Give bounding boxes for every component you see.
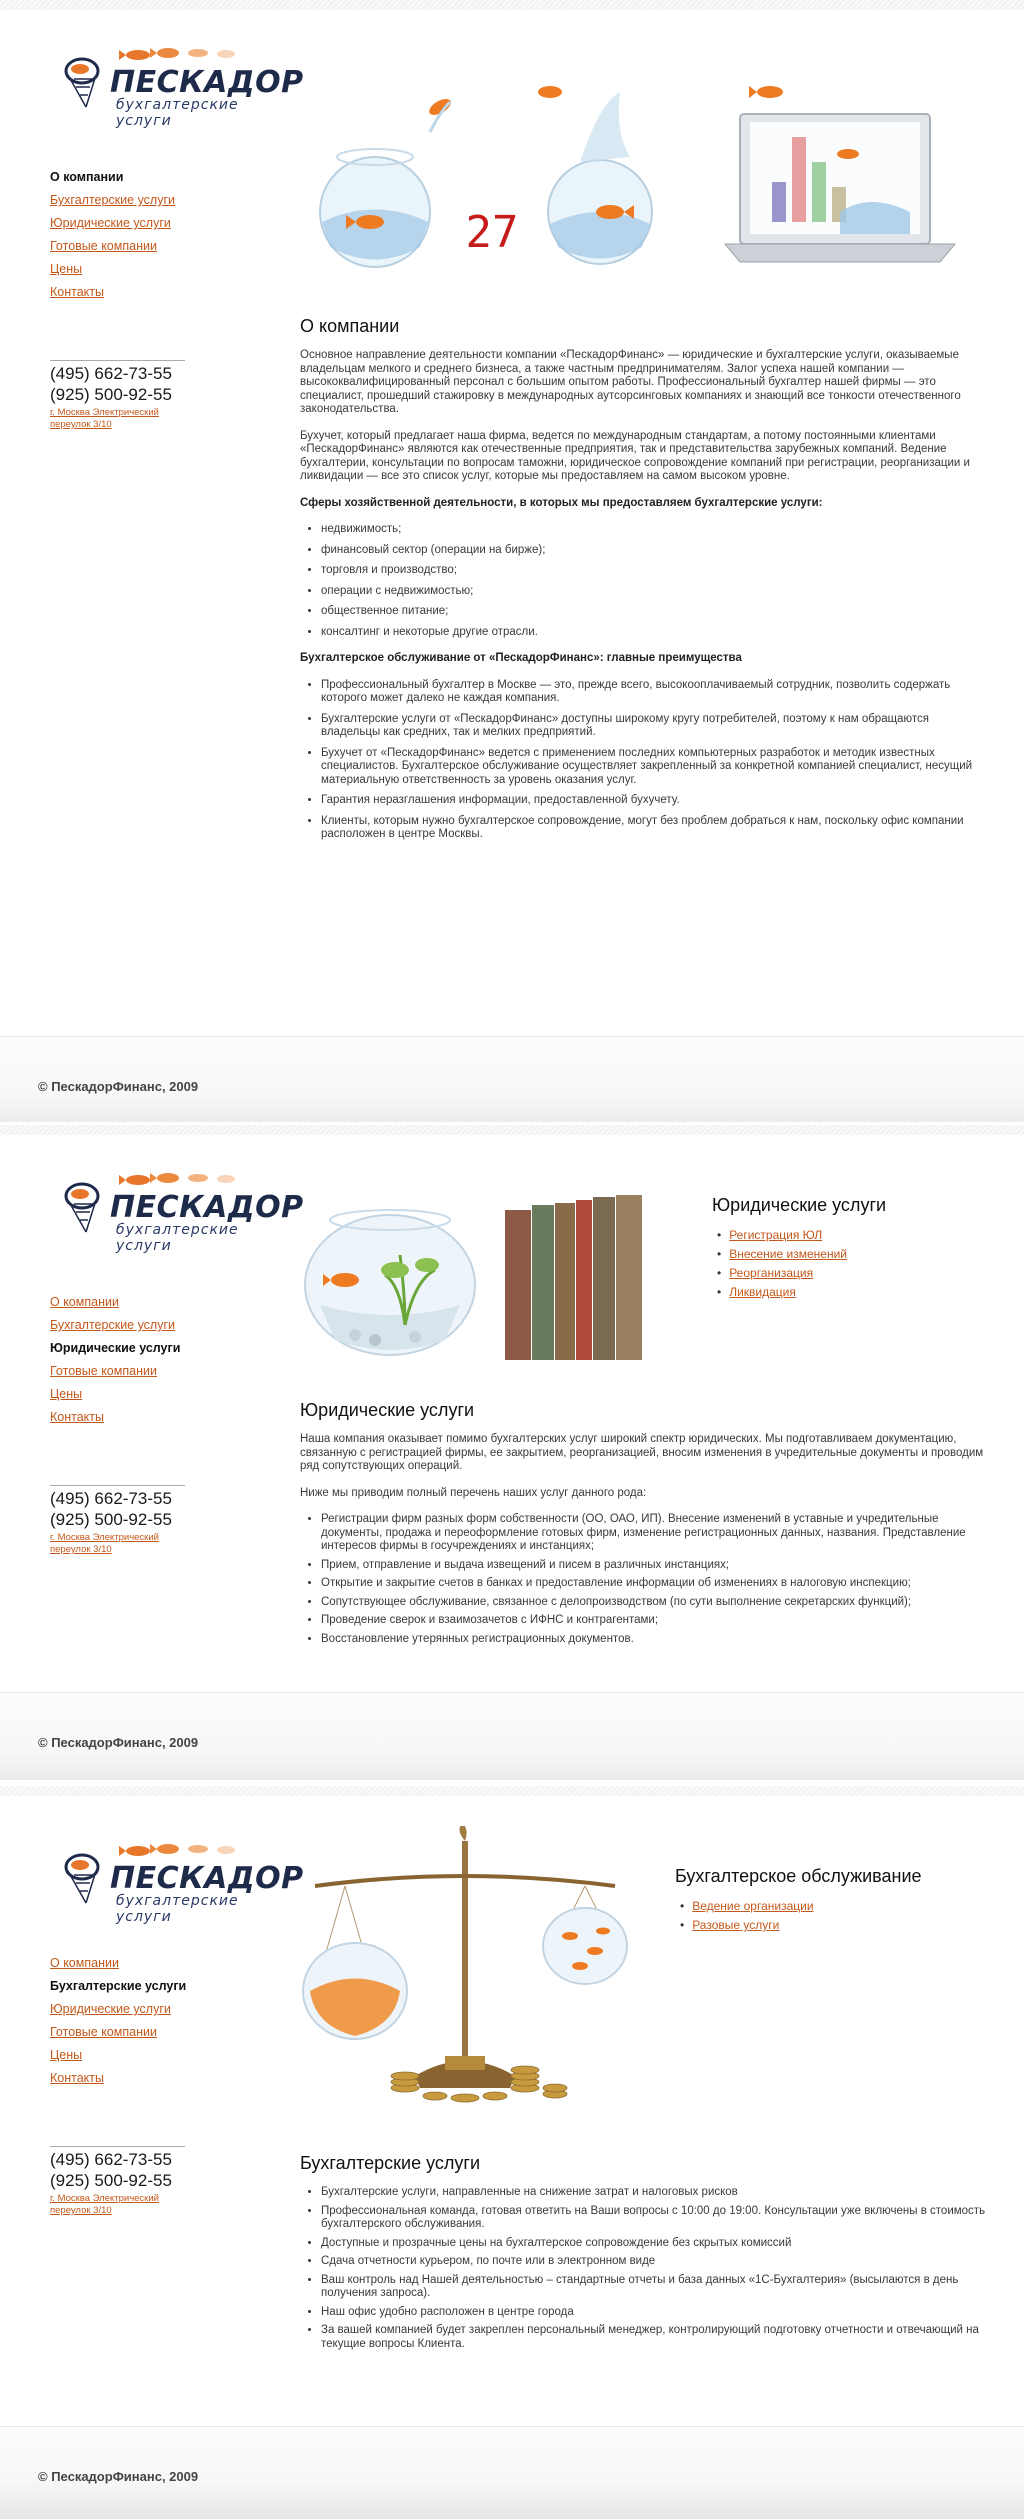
- list-item: • Открытие и закрытие счетов в банках и предоставление информации об изменениях в налоговую инспекцию;: [321, 1577, 990, 1591]
- section-nav-link[interactable]: Внесение изменений: [729, 1247, 847, 1261]
- contacts-block: [50, 1485, 185, 1556]
- clock-display: [458, 207, 526, 258]
- list-item: • торговля и производство;: [321, 564, 990, 578]
- nav-item-about[interactable]: [50, 1956, 186, 1979]
- address-line-2[interactable]: переулок 3/10: [50, 1544, 112, 1555]
- nav-item-prices[interactable]: [50, 1387, 180, 1410]
- copyright: © ПескадорФинанс, 2009: [38, 1735, 199, 1750]
- page-top-stripe: [0, 1786, 1024, 1796]
- list-item: • Прием, отправление и выдача извещений и писем в различных инстанциях;: [321, 1559, 990, 1573]
- nav-link[interactable]: Юридические услуги: [50, 216, 171, 230]
- address-line-2[interactable]: переулок 3/10: [50, 419, 112, 430]
- page-top-stripe: [0, 0, 1024, 10]
- hero-fishbowls-image: [280, 62, 960, 302]
- nav-item-ready-companies[interactable]: [50, 1364, 180, 1387]
- paragraph: Наша компания оказывает помимо бухгалтерских услуг широкий спектр юридических. Мы подготавливаем документацию, связанную с регистрацией фирмы, ее закрытием, реорганизацией, вносим изменения в учредительные документы и проводим ряд сопутствующих операций.: [300, 1433, 984, 1472]
- activity-list: [321, 523, 990, 639]
- section-nav-link[interactable]: Реорганизация: [729, 1266, 814, 1280]
- list-item: • Клиенты, которым нужно бухгалтерское сопровождение, могут без проблем добраться к нам, поскольку офис компании расположен в центре Москвы.: [321, 815, 990, 842]
- nav-link[interactable]: Готовые компании: [50, 2025, 157, 2039]
- screen-about: [0, 0, 1024, 1122]
- section-nav-item[interactable]: [717, 1266, 847, 1285]
- legal-services-list: [321, 1513, 990, 1646]
- section-nav-item[interactable]: [680, 1918, 814, 1937]
- address-line-1[interactable]: г. Москва Электрический: [50, 1532, 159, 1543]
- accounting-services-list: [321, 2186, 990, 2351]
- list-item: • Бухучет от «ПескадорФинанс» ведется с применением последних компьютерных разработок и методик известных специалистов. Бухгалтерское обслуживание осуществляет закрепленный за конкретной компанией специалист, несущий материальную ответственность за уровень оказания услуг.: [321, 747, 990, 788]
- logo-subtitle: бухгалтерские услуги: [116, 97, 239, 129]
- nav-link[interactable]: Готовые компании: [50, 1364, 157, 1378]
- section-nav: [717, 1228, 847, 1304]
- section-nav-link[interactable]: Регистрация ЮЛ: [729, 1228, 823, 1242]
- logo[interactable]: [58, 45, 304, 129]
- address-line-1[interactable]: г. Москва Электрический: [50, 2193, 159, 2204]
- list-item: • Гарантия неразглашения информации, предоставленной бухучету.: [321, 794, 990, 808]
- main-nav: [50, 170, 175, 308]
- nav-label[interactable]: Бухгалтерские услуги: [50, 1979, 187, 1993]
- nav-link[interactable]: Контакты: [50, 1410, 104, 1424]
- nav-item-prices[interactable]: [50, 2048, 186, 2071]
- list-item: • Бухгалтерские услуги, направленные на снижение затрат и налоговых рисков: [321, 2186, 990, 2200]
- page-title: О компании: [300, 316, 400, 336]
- address-link[interactable]: [50, 2193, 185, 2217]
- list-item: • Регистрации фирм разных форм собственности (ОО, ОАО, ИП). Внесение изменений в уставные и учредительные документы, продажа и переоформление готовых фирм, изменение регистрационных данных, названия. Представление интересов фирмы в госучреждениях и инстанциях;: [321, 1513, 990, 1554]
- logo-title: ПЕСКАДОР: [110, 65, 304, 100]
- nav-item-legal[interactable]: [50, 2002, 186, 2025]
- nav-link[interactable]: Цены: [50, 262, 83, 276]
- logo[interactable]: [58, 1841, 304, 1925]
- logo[interactable]: [58, 1170, 304, 1254]
- paragraph: Основное направление деятельности компании «ПескадорФинанс» — юридические и бухгалтерские услуги, оказываемые владельцам мелкого и среднего бизнеса, а также частным предпринимателям. Залог успеха нашей компании — высококвалифицированный персонал с большим опытом работы. Профессиональный бухгалтер нашей фирмы — это специалист, прошедший стажировку в международных аутсорсинговых компаниях и знающий все тонкости отечественного законодательства.: [300, 349, 961, 415]
- nav-item-legal[interactable]: [50, 216, 175, 239]
- nav-item-contacts[interactable]: [50, 2071, 186, 2094]
- logo-title: ПЕСКАДОР: [110, 1190, 304, 1225]
- section-nav-title: Юридические услуги: [712, 1195, 887, 1215]
- section-heading: Бухгалтерское обслуживание от «ПескадорФинанс»: главные преимущества: [300, 652, 742, 664]
- list-item: • Проведение сверок и взаимозачетов с ИФНС и контрагентами;: [321, 1614, 990, 1628]
- section-heading: Сферы хозяйственной деятельности, в которых мы предоставляем бухгалтерские услуги:: [300, 496, 823, 509]
- list-item: • Наш офис удобно расположен в центре города: [321, 2306, 990, 2320]
- section-nav-link[interactable]: Ликвидация: [729, 1285, 796, 1299]
- nav-link[interactable]: О компании: [50, 1956, 119, 1970]
- address-link[interactable]: [50, 1532, 185, 1556]
- list-item: • За вашей компанией будет закреплен персональный менеджер, контролирующий подготовку отчетности и отвечающий на текущие вопросы Клиента.: [321, 2324, 990, 2351]
- logo-subtitle: бухгалтерские услуги: [116, 1222, 239, 1254]
- list-item: • Профессиональный бухгалтер в Москве — это, прежде всего, высокооплачиваемый сотрудник, позволить содержать которого может далеко не каждая компания.: [321, 679, 990, 706]
- main-content: [300, 1400, 990, 1659]
- copyright: © ПескадорФинанс, 2009: [38, 1079, 199, 1094]
- section-nav: [680, 1899, 814, 1937]
- nav-link[interactable]: О компании: [50, 1295, 119, 1309]
- screen-accounting: [0, 1786, 1024, 2519]
- advantages-list: [321, 679, 990, 842]
- main-content: [300, 316, 990, 855]
- copyright: © ПескадорФинанс, 2009: [38, 2469, 199, 2484]
- paragraph: Бухучет, который предлагает наша фирма, ведется по международным стандартам, а потому постоянными клиентами «ПескадорФинанс» являются как отечественные предприятия, так и представительства зарубежных компаний. Ведение бухгалтерии, консультации по вопросам таможни, юридическое сопровождение компаний при регистрации, реорганизации и ликвидации — все это список услуг, которые мы предоставляем на самом высоком уровне.: [300, 429, 970, 482]
- list-item: • консалтинг и некоторые другие отрасли.: [321, 626, 990, 640]
- list-item: • Профессиональная команда, готовая ответить на Ваши вопросы с 10:00 до 19:00. Консультации уже включены в стоимость бухгалтерского обслуживания.: [321, 2205, 990, 2232]
- clock-digits: 27: [465, 207, 519, 258]
- list-item: • общественное питание;: [321, 605, 990, 619]
- nav-link[interactable]: Цены: [50, 2048, 83, 2062]
- page-top-stripe: [0, 1125, 1024, 1135]
- nav-item-ready-companies[interactable]: [50, 239, 175, 262]
- phone-2: (925) 500-92-55: [50, 1510, 172, 1529]
- page-title: Бухгалтерские услуги: [300, 2153, 481, 2173]
- logo-subtitle: бухгалтерские услуги: [116, 1893, 239, 1925]
- list-item: • Сдача отчетности курьером, по почте или в электронном виде: [321, 2255, 990, 2269]
- main-content: [300, 2153, 990, 2364]
- nav-link[interactable]: Контакты: [50, 285, 104, 299]
- address-line-2[interactable]: переулок 3/10: [50, 2205, 112, 2216]
- nav-item-prices[interactable]: [50, 262, 175, 285]
- nav-item-legal[interactable]: [50, 1341, 180, 1364]
- list-item: • финансовый сектор (операции на бирже);: [321, 544, 990, 558]
- footer: [0, 1692, 1024, 1780]
- logo-title: ПЕСКАДОР: [110, 1861, 304, 1896]
- phone-2: (925) 500-92-55: [50, 385, 172, 404]
- list-item: • Сопутствующее обслуживание, связанное с делопроизводством (по сути выполнение секретарских функций);: [321, 1596, 990, 1610]
- list-item: • Восстановление утерянных регистрационных документов.: [321, 1633, 990, 1647]
- contacts-block: [50, 360, 185, 431]
- nav-item-about[interactable]: [50, 170, 175, 193]
- nav-item-accounting[interactable]: [50, 1318, 180, 1341]
- list-item: • Доступные и прозрачные цены на бухгалтерское сопровождение без скрытых комиссий: [321, 2237, 990, 2251]
- nav-link[interactable]: Контакты: [50, 2071, 104, 2085]
- section-nav-item[interactable]: [717, 1228, 847, 1247]
- phone-2: (925) 500-92-55: [50, 2171, 172, 2190]
- address-link[interactable]: [50, 407, 185, 431]
- nav-item-contacts[interactable]: [50, 285, 175, 308]
- section-nav-item[interactable]: [680, 1899, 814, 1918]
- phone-1: (495) 662-73-55: [50, 1489, 172, 1508]
- main-nav: [50, 1295, 180, 1433]
- paragraph: Ниже мы приводим полный перечень наших услуг данного рода:: [300, 1486, 647, 1499]
- page-title: Юридические услуги: [300, 1400, 475, 1420]
- nav-item-accounting[interactable]: [50, 1979, 186, 2002]
- contacts-block: [50, 2146, 185, 2217]
- nav-item-ready-companies[interactable]: [50, 2025, 186, 2048]
- section-nav-title: Бухгалтерское обслуживание: [675, 1866, 922, 1886]
- nav-link[interactable]: Бухгалтерские услуги: [50, 1318, 176, 1332]
- screen-legal: [0, 1125, 1024, 1780]
- phone-1: (495) 662-73-55: [50, 364, 172, 383]
- section-nav-item[interactable]: [717, 1247, 847, 1266]
- main-nav: [50, 1956, 186, 2094]
- nav-link[interactable]: Цены: [50, 1387, 83, 1401]
- nav-label[interactable]: Юридические услуги: [50, 1341, 181, 1355]
- list-item: • операции с недвижимостью;: [321, 585, 990, 599]
- section-nav-link[interactable]: Ведение организации: [692, 1899, 814, 1913]
- section-nav-item[interactable]: [717, 1285, 847, 1304]
- nav-item-about[interactable]: [50, 1295, 180, 1318]
- list-item: • Ваш контроль над Нашей деятельностью – стандартные отчеты и база данных «1С-Бухгалтерия» (высылаются в день получения запроса).: [321, 2274, 990, 2301]
- list-item: • Бухгалтерские услуги от «ПескадорФинанс» доступны широкому кругу потребителей, поэтому к нам обращаются владельцы как средних, так и мелких предприятий.: [321, 713, 990, 740]
- nav-item-accounting[interactable]: [50, 193, 175, 216]
- list-item: • недвижимость;: [321, 523, 990, 537]
- section-nav-link[interactable]: Разовые услуги: [692, 1918, 780, 1932]
- hero-scales-image: [295, 1826, 675, 2111]
- hero-fishbowl-books-image: [295, 1175, 675, 1375]
- footer: [0, 2426, 1024, 2519]
- nav-label[interactable]: О компании: [50, 170, 124, 184]
- phone-1: (495) 662-73-55: [50, 2150, 172, 2169]
- nav-link[interactable]: Готовые компании: [50, 239, 157, 253]
- address-line-1[interactable]: г. Москва Электрический: [50, 407, 159, 418]
- nav-link[interactable]: Юридические услуги: [50, 2002, 171, 2016]
- nav-item-contacts[interactable]: [50, 1410, 180, 1433]
- nav-link[interactable]: Бухгалтерские услуги: [50, 193, 176, 207]
- footer: [0, 1036, 1024, 1122]
